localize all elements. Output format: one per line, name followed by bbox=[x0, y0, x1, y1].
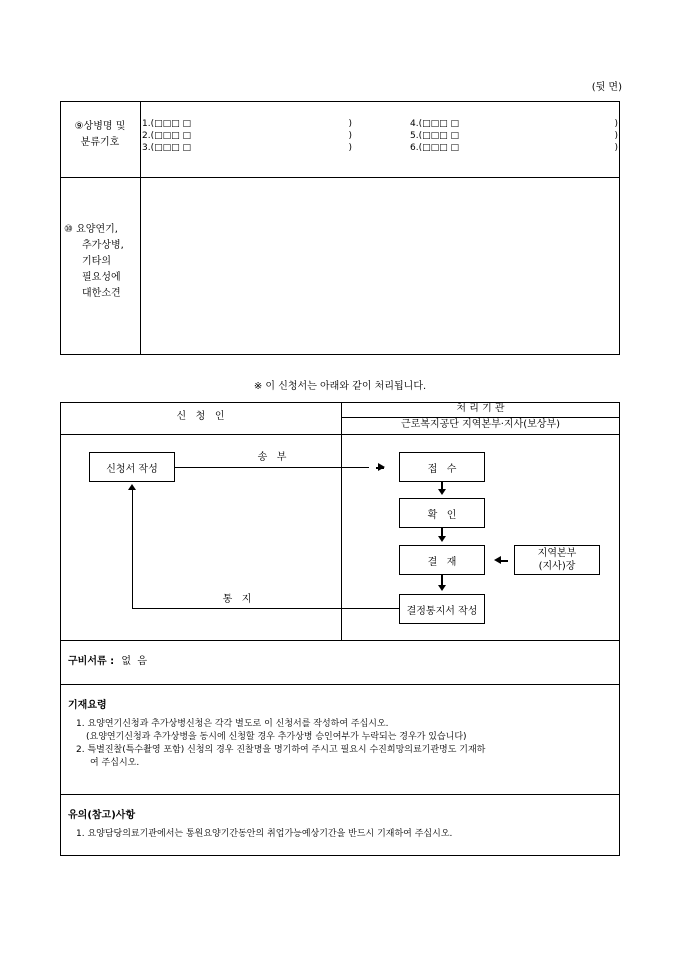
required-docs: 구비서류 : 없 음 bbox=[68, 656, 147, 667]
applicant-header: 신 청 인 bbox=[176, 411, 225, 422]
diagnosis-label: ⑨상병명 및 분류기호 bbox=[74, 121, 126, 148]
instruction-item: (요양연기신청과 추가상병을 동시에 신청할 경우 추가상병 승인여부가 누락되는 경우가 있습니다) bbox=[86, 732, 467, 742]
down-arrow-icon bbox=[438, 489, 446, 495]
regional-head-box: 지역본부 (지사)장 bbox=[514, 545, 600, 575]
opinion-field[interactable] bbox=[142, 179, 618, 353]
approval-box: 결 재 bbox=[399, 545, 485, 575]
diagnosis-item[interactable]: 6.(□□□ □ ) bbox=[410, 143, 618, 153]
down-arrow-icon bbox=[438, 536, 446, 542]
diagnosis-items-right bbox=[410, 119, 618, 155]
instruction-item: 1. 요양연기신청과 추가상병신청은 각각 별도로 이 신청서를 작성하여 주십시오. bbox=[76, 719, 389, 729]
notes-title: 유의(참고)사항 bbox=[68, 810, 136, 821]
diagnosis-item[interactable]: 1.(□□□ □ ) bbox=[142, 119, 352, 129]
diagnosis-item[interactable]: 5.(□□□ □ ) bbox=[410, 131, 618, 141]
diagnosis-item[interactable]: 4.(□□□ □ ) bbox=[410, 119, 618, 129]
instruction-item: 2. 특별진찰(특수촬영 포함) 신청의 경우 진찰명을 명기하여 주시고 필요시 수진희망의료기관명도 기재하 bbox=[76, 745, 486, 755]
notify-label: 통 지 bbox=[222, 594, 252, 605]
write-form-box: 신청서 작성 bbox=[89, 452, 175, 482]
receipt-box: 접 수 bbox=[399, 452, 485, 482]
down-arrow-icon bbox=[438, 585, 446, 591]
decision-notice-box: 결정통지서 작성 bbox=[399, 594, 485, 624]
page-side-label: (뒷 면) bbox=[591, 82, 622, 93]
process-note: ※ 이 신청서는 아래와 같이 처리됩니다. bbox=[253, 381, 427, 392]
diagnosis-item[interactable]: 2.(□□□ □ ) bbox=[142, 131, 352, 141]
send-label: 송 부 bbox=[257, 452, 287, 463]
instructions-title: 기재요령 bbox=[68, 700, 107, 711]
confirm-box: 확 인 bbox=[399, 498, 485, 528]
note-item: 1. 요양담당의료기관에서는 통원요양기간동안의 취업가능예상기간을 반드시 기재하여 주십시오. bbox=[76, 829, 453, 839]
opinion-label: ⑩ 요양연기, 추가상병, 기타의 필요성에 대한소견 bbox=[64, 224, 124, 299]
instructions-list bbox=[76, 718, 616, 770]
processor-header: 처 리 기 관 bbox=[456, 403, 505, 414]
return-arrow-icon bbox=[128, 484, 136, 490]
processor-subheader: 근로복지공단 지역본부·지사(보상부) bbox=[400, 419, 561, 430]
instruction-item: 여 주십시오. bbox=[90, 758, 140, 768]
notes-list bbox=[76, 829, 616, 840]
diagnosis-items-left bbox=[142, 119, 352, 155]
diagnosis-item[interactable]: 3.(□□□ □ ) bbox=[142, 143, 352, 153]
